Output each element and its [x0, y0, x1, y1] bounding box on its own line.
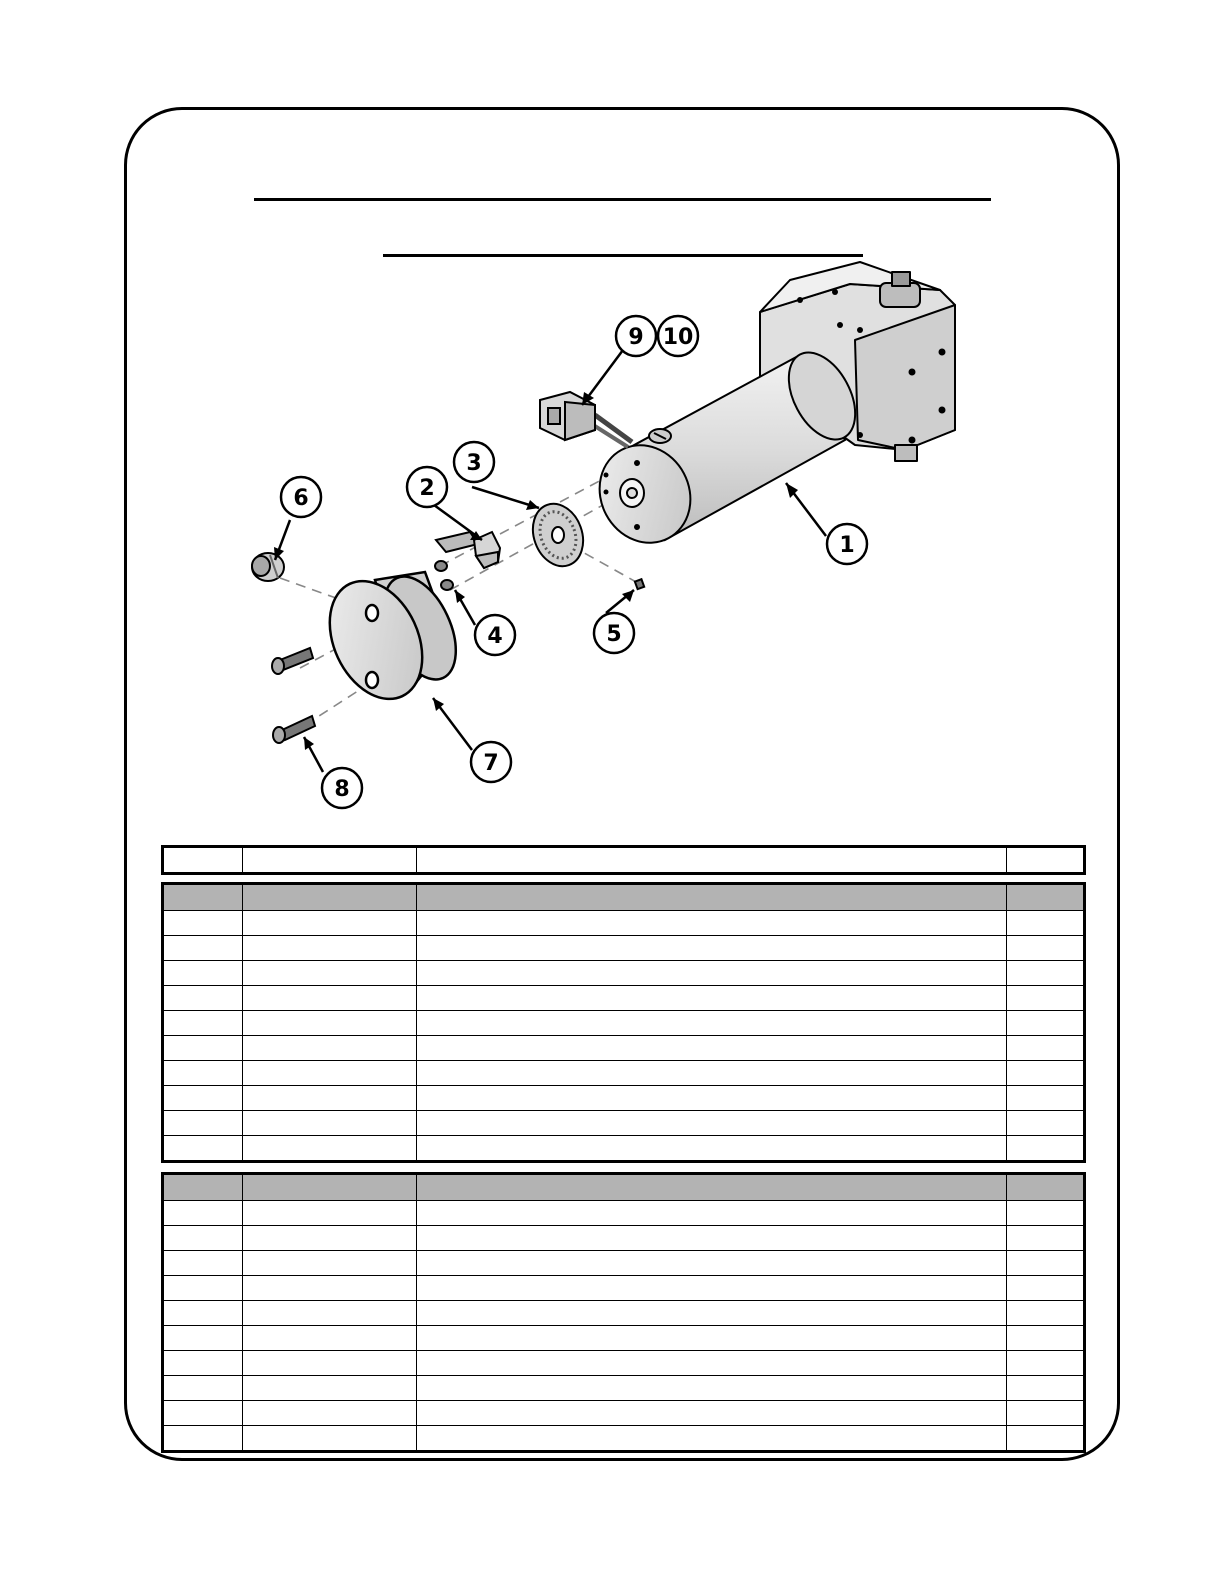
table-header-row — [164, 885, 1083, 910]
item-column — [164, 848, 242, 872]
parts-table-2 — [161, 1172, 1086, 1453]
table-row — [164, 1225, 1083, 1250]
heading-row — [164, 848, 1083, 872]
table-row — [164, 1060, 1083, 1085]
table-row — [164, 1250, 1083, 1275]
svg-text:4: 4 — [487, 624, 503, 649]
table-row — [164, 1085, 1083, 1110]
table-row — [164, 1135, 1083, 1160]
svg-text:9: 9 — [628, 325, 644, 350]
table-header-row — [164, 1175, 1083, 1200]
motor-body — [583, 341, 869, 558]
table-row — [164, 910, 1083, 935]
table-row — [164, 985, 1083, 1010]
grommet — [252, 553, 284, 581]
pin — [635, 579, 644, 589]
parts-table-1 — [161, 882, 1086, 1163]
callout-6 — [281, 477, 321, 517]
table-row — [164, 1200, 1083, 1225]
table-row — [164, 1010, 1083, 1035]
svg-text:10: 10 — [662, 325, 694, 350]
svg-text:1: 1 — [839, 533, 855, 558]
svg-text:5: 5 — [606, 622, 622, 647]
callout-2 — [407, 467, 447, 507]
cover-screws — [272, 648, 315, 743]
table-row — [164, 1275, 1083, 1300]
part-number-column — [242, 848, 416, 872]
table-row — [164, 1325, 1083, 1350]
svg-text:6: 6 — [293, 486, 309, 511]
table-row — [164, 1350, 1083, 1375]
table-row — [164, 1110, 1083, 1135]
callout-10 — [658, 316, 698, 356]
svg-text:3: 3 — [466, 451, 482, 476]
callout-3 — [454, 442, 494, 482]
table-row — [164, 1400, 1083, 1425]
callout-4 — [475, 615, 515, 655]
callout-1 — [827, 524, 867, 564]
callout-7 — [471, 742, 511, 782]
table-row — [164, 1300, 1083, 1325]
table-row — [164, 1425, 1083, 1450]
callout-5 — [594, 613, 634, 653]
svg-text:2: 2 — [419, 476, 435, 501]
table-row — [164, 1375, 1083, 1400]
quantity-column — [1006, 848, 1083, 872]
sensor-screws — [435, 561, 453, 590]
svg-text:8: 8 — [334, 777, 350, 802]
svg-text:7: 7 — [483, 751, 499, 776]
table-row — [164, 1035, 1083, 1060]
description-column — [416, 848, 1006, 872]
table-row — [164, 960, 1083, 985]
callout-8 — [322, 768, 362, 808]
table-row — [164, 935, 1083, 960]
callout-9 — [616, 316, 656, 356]
parts-list-heading — [161, 845, 1086, 875]
